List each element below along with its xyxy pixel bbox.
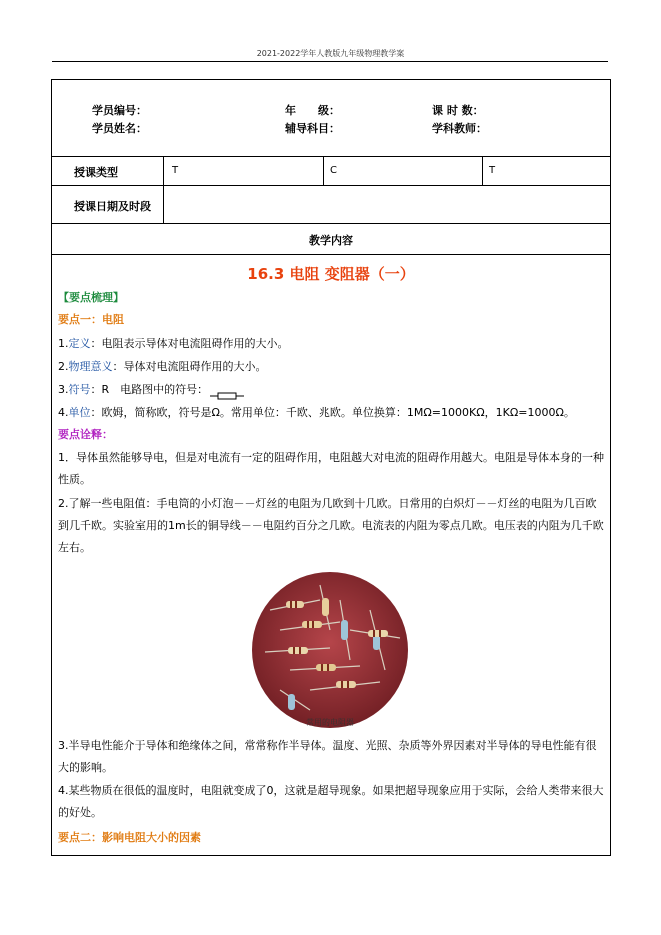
point1-title: 要点一：电阻: [58, 313, 124, 326]
header-divider: [52, 61, 608, 62]
definition-line: [58, 333, 289, 355]
column-divider: [323, 157, 324, 185]
lesson-type-label: 授课类型: [74, 166, 118, 179]
content-heading: 教学内容: [309, 234, 353, 247]
lesson-title: 16.3 电阻 变阻器（一）: [247, 265, 415, 283]
symbol-num: 3.: [58, 383, 69, 396]
explain-paragraph-2: 2.了解一些电阻值：手电筒的小灯泡－－灯丝的电阻为几欧到十几欧。日常用的白炽灯－－灯丝的电阻为几百欧到几千欧。实验室用的1m长的铜导线－－电阻约百分之几欧。电流表的内阻为零点几欧。电压表的内阻为几千欧左右。: [58, 497, 604, 554]
meaning-line: [58, 356, 267, 378]
symbol-line: [58, 379, 244, 401]
lesson-type-t2: T: [489, 165, 496, 176]
definition-text: ：电阻表示导体对电流阻碍作用的大小。: [90, 337, 289, 350]
student-name-label: 学员姓名：: [92, 122, 147, 135]
column-divider: [163, 186, 164, 223]
student-id-label: 学员编号：: [92, 104, 147, 117]
content-heading-row: [52, 224, 610, 255]
unit-line: [58, 402, 575, 424]
student-info-row: [52, 80, 610, 157]
grade-label: 年 级：: [285, 104, 340, 117]
page-header: 2021-2022学年人教版九年级物理教学案: [256, 49, 405, 58]
symbol-text: ：R 电路图中的符号：: [90, 383, 209, 396]
explain-paragraph-1: 1．导体虽然能够导电，但是对电流有一定的阻碍作用，电阻越大对电流的阻碍作用越大。电阻是导体本身的一种性质。: [58, 451, 604, 486]
lesson-type-row: [52, 157, 610, 186]
unit-num: 4.: [58, 406, 69, 419]
meaning-key: 物理意义: [68, 360, 113, 373]
definition-num: 1.: [58, 337, 69, 350]
teacher-label: 学科教师：: [432, 122, 487, 135]
point2-title: 要点二：影响电阻大小的因素: [58, 831, 201, 844]
explain-paragraph-4: 4.某些物质在很低的温度时，电阻就变成了0，这就是超导现象。如果把超导现象应用于实际，会给人类带来很大的好处。: [58, 784, 604, 819]
lesson-type-c: C: [330, 165, 337, 176]
resistor-symbol-icon: [210, 386, 244, 394]
lesson-date-row: [52, 186, 610, 224]
photo-caption: 常用的电阻器: [306, 718, 354, 727]
meaning-text: ：导体对电流阻碍作用的大小。: [112, 360, 267, 373]
subject-label: 辅导科目：: [285, 122, 340, 135]
hours-label: 课 时 数：: [432, 104, 484, 117]
lesson-type-t1: T: [172, 165, 179, 176]
unit-text: ：欧姆，简称欧，符号是Ω。常用单位：千欧、兆欧。单位换算：1MΩ=1000KΩ，1KΩ=1000Ω。: [90, 406, 575, 419]
column-divider: [482, 157, 483, 185]
explain-title: 要点诠释：: [58, 428, 113, 441]
lesson-plan-table: [51, 79, 611, 856]
column-divider: [163, 157, 164, 185]
unit-key: 单位: [68, 406, 91, 419]
lesson-date-label: 授课日期及时段: [74, 200, 151, 213]
definition-key: 定义: [68, 337, 91, 350]
section-tag: 【要点梳理】: [58, 291, 124, 304]
meaning-num: 2.: [58, 360, 69, 373]
resistors-photo: [250, 570, 410, 730]
symbol-key: 符号: [68, 383, 91, 396]
explain-paragraph-3: 3.半导电性能介于导体和绝缘体之间，常常称作半导体。温度、光照、杂质等外界因素对半导体的导电性能有很大的影响。: [58, 739, 597, 774]
